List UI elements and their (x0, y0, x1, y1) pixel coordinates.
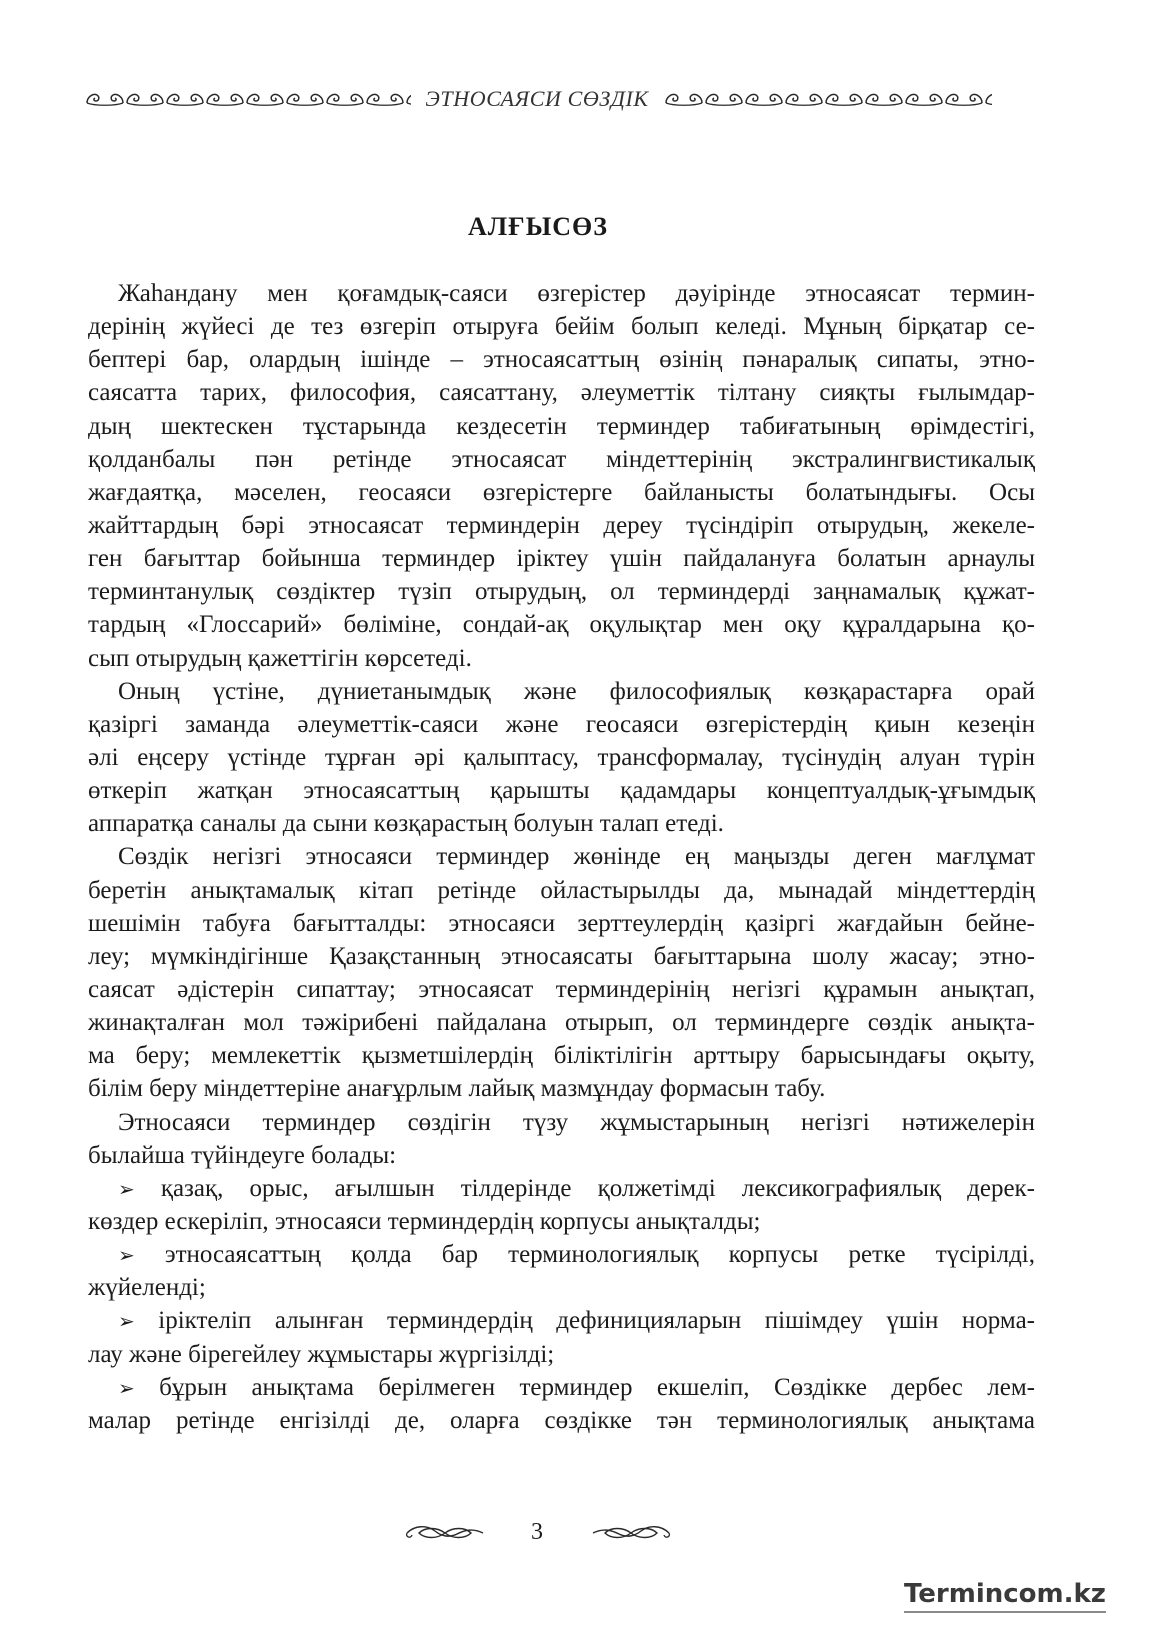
bullet-marker: ➢ (118, 1309, 135, 1334)
text-line: ген бағыттар бойынша терминдер іріктеу үшін пайдалануға болатын арнаулы (88, 545, 1035, 573)
text-line: Оның үстіне, дүниетанымдық және философиялық көзқарастарға орай (118, 677, 1035, 705)
header-ornament-left-icon (85, 90, 411, 108)
text-line: терминтанулық сөздіктер түзіп отырудың, ол терминдерді заңнамалық құжат- (88, 578, 1035, 606)
text-line: Этносаяси терминдер сөздігін түзу жұмыстарының негізгі нәтижелерін (118, 1108, 1035, 1136)
running-header-title: ЭТНОСАЯСИ СӨЗДІК (425, 86, 649, 111)
header-ornament-right-icon (664, 90, 992, 108)
paragraph (88, 277, 1035, 675)
page-number: 3 (531, 1519, 543, 1545)
text-line: шешімін табуға бағытталды: этносаяси зерттеулердің қазіргі жағдайын бейне- (88, 909, 1035, 937)
text-line: Сөздік негізгі этносаяси терминдер жөнінде ең маңызды деген мағлұмат (118, 843, 1035, 871)
text-line: бептері бар, олардың ішінде – этносаясаттың өзінің пәнаралық сипаты, этно- (88, 346, 1035, 374)
bullet-text: іріктеліп алынған терминдердің дефиницияларын пішімдеу үшін норма- (158, 1307, 1035, 1335)
text-line (88, 1371, 1035, 1404)
text-line: жүйеленді; (88, 1274, 206, 1302)
text-line: әлі еңсеру үстінде тұрған әрі қалыптасу, трансформалау, түсінудің алуан түрін (88, 743, 1035, 771)
page-title: АЛҒЫСӨЗ (468, 212, 608, 241)
text-line: өткеріп жатқан этносаясаттың қарышты қадамдары концептуалдық-ұғымдық (88, 777, 1035, 805)
text-line: былайша түйіндеуге болады: (88, 1141, 397, 1169)
text-line: малар ретінде енгізілді де, оларға сөздікке тән терминологиялық анықтама (88, 1406, 1035, 1434)
text-line: жағдаятқа, мәселен, геосаяси өзгерістерге байланысты болатындығы. Осы (88, 478, 1035, 506)
list-item (88, 1238, 1035, 1304)
list-item (88, 1172, 1035, 1238)
text-line: тардың «Глоссарий» бөліміне, сондай-ақ оқулықтар мен оқу құралдарына қо- (88, 611, 1035, 639)
text-line: сып отырудың қажеттігін көрсетеді. (88, 644, 472, 672)
text-line: дың шектескен тұстарында кездесетін терминдер табиғатының өрімдестігі, (88, 412, 1035, 440)
text-line: аппаратқа саналы да сыни көзқарастың болуын талап етеді. (88, 810, 724, 838)
paragraph (88, 840, 1035, 1105)
text-line: беретін анықтамалық кітап ретінде ойластырылды да, мынадай міндеттердің (88, 876, 1035, 904)
text-line: дерінің жүйесі де тез өзгеріп отыруға бейім болып келеді. Мұның бірқатар се- (88, 313, 1035, 341)
bullet-text: бұрын анықтама берілмеген терминдер екшеліп, Сөздікке дербес лем- (159, 1373, 1036, 1401)
text-line (88, 1304, 1035, 1337)
text-line: ма беру; мемлекеттік қызметшілердің біліктілігін арттыру барысындағы оқыту, (88, 1042, 1035, 1070)
paragraph (88, 675, 1035, 841)
list-item (88, 1304, 1035, 1370)
text-line: леу; мүмкіндігінше Қазақстанның этносаясаты бағыттарына шолу жасау; этно- (88, 942, 1035, 970)
list-item (88, 1371, 1035, 1437)
text-line: қазіргі заманда әлеуметтік-саяси және геосаяси өзгерістердің қиын кезеңін (88, 710, 1035, 738)
text-line: қолданбалы пән ретінде этносаясат міндеттерінің экстралингвистикалық (88, 445, 1035, 473)
text-line: көздер ескеріліп, этносаяси терминдердің корпусы анықталды; (88, 1207, 761, 1235)
bullet-marker: ➢ (118, 1375, 135, 1400)
text-line (88, 1172, 1035, 1205)
text-line: саясат әдістерін сипаттау; этносаясат терминдерінің негізгі құрамын анықтап, (88, 975, 1035, 1003)
watermark-logo: Termincom.kz (904, 1577, 1106, 1613)
text-line: білім беру міндеттеріне анағұрлым лайық мазмұндау формасын табу. (88, 1075, 826, 1103)
text-line: жинақталған мол тәжірибені пайдалана отырып, ол терминдерге сөздік анықта- (88, 1009, 1035, 1037)
text-line: лау және бірегейлеу жұмыстары жүргізілді; (88, 1340, 555, 1368)
body-text (88, 277, 1035, 1437)
bullet-marker: ➢ (118, 1243, 135, 1268)
paragraph (88, 1106, 1035, 1172)
bullet-marker: ➢ (118, 1176, 135, 1201)
text-line (88, 1238, 1035, 1271)
text-line: жайттардың бәрі этносаясат терминдерін дереу түсіндіріп отырудың, жекеле- (88, 511, 1035, 539)
footer-flourish-right-icon (590, 1522, 672, 1544)
bullet-text: қазақ, орыс, ағылшын тілдерінде қолжетімді лексикографиялық дерек- (160, 1174, 1036, 1202)
text-line: саясатта тарих, философия, саясаттану, әлеуметтік тілтану сияқты ғылымдар- (88, 379, 1035, 407)
bullet-text: этносаясаттың қолда бар терминологиялық корпусы ретке түсірілді, (164, 1241, 1035, 1269)
text-line: Жаһандану мен қоғамдық-саяси өзгерістер дәуірінде этносаясат термин- (118, 280, 1035, 307)
footer-flourish-left-icon (404, 1522, 486, 1544)
